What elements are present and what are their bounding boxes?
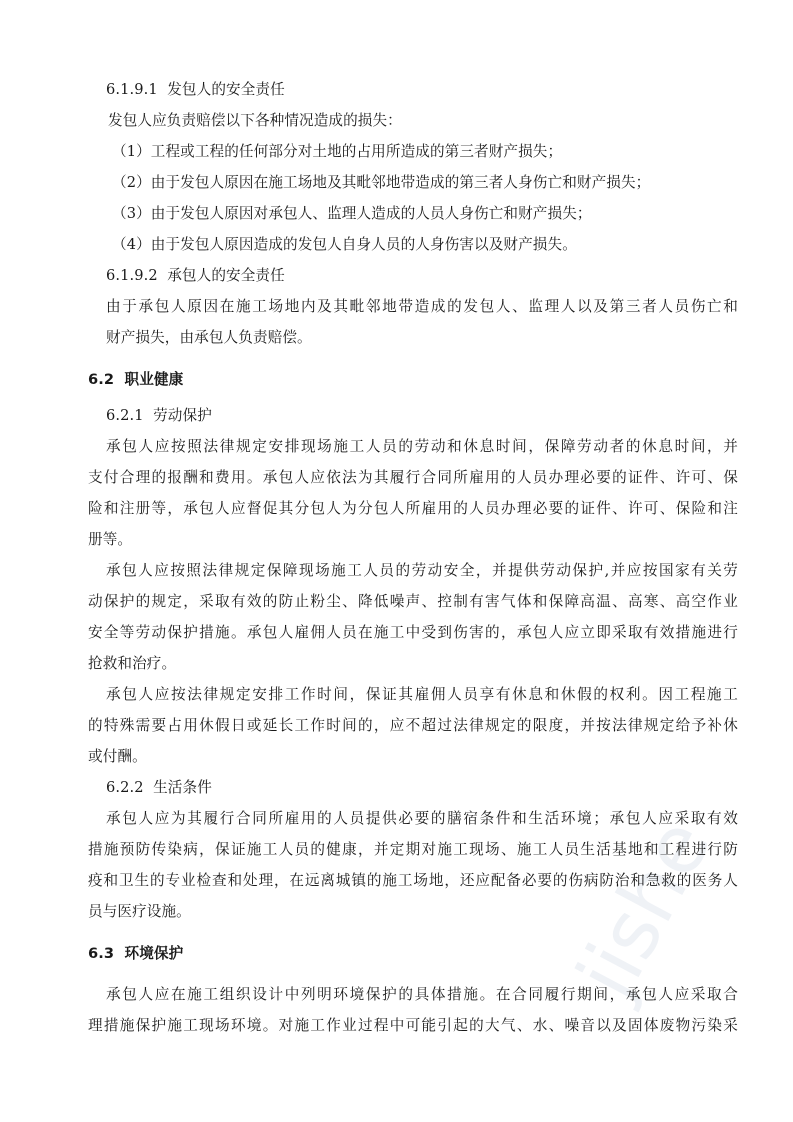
paragraph-line: 抢救和治疗。 [88,655,177,672]
subsection-title-6-2-2: 6.2.2 生活条件 [106,779,212,796]
list-item: （4）由于发包人原因造成的发包人自身人员的人身伤害以及财产损失。 [112,236,577,253]
paragraph-line: 承包人应按照法律规定安排现场施工人员的劳动和休息时间，保障劳动者的休息时间，并 [106,438,738,455]
paragraph-line: 承包人应按照法律规定保障现场施工人员的劳动安全，并提供劳动保护,并应按国家有关劳 [106,562,738,579]
paragraph-line: 支付合理的报酬和费用。承包人应依法为其履行合同所雇用的人员办理必要的证件、许可、保 [88,469,738,486]
paragraph-line: 安全等劳动保护措施。承包人雇佣人员在施工中受到伤害的，承包人应立即采取有效措施进行 [88,624,738,641]
watermark: jishe [559,804,729,1013]
section-title-6-3: 6.3 环境保护 [88,945,184,962]
paragraph-line: 员与医疗设施。 [88,903,191,920]
list-item: （2）由于发包人原因在施工场地及其毗邻地带造成的第三者人身伤亡和财产损失； [112,174,651,191]
subsection-title-6-2-1: 6.2.1 劳动保护 [106,407,212,424]
paragraph-line: 动保护的规定，采取有效的防止粉尘、降低噪声、控制有害气体和保障高温、高寒、高空作业 [88,593,738,610]
paragraph-line: 理措施保护施工现场环境。对施工作业过程中可能引起的大气、水、噪音以及固体废物污染采 [88,1017,738,1034]
section-title-6-2: 6.2 职业健康 [88,371,184,388]
list-item: （3）由于发包人原因对承包人、监理人造成的人员人身伤亡和财产损失； [112,205,592,222]
paragraph-line: 的特殊需要占用休假日或延长工作时间的，应不超过法律规定的限度，并按法律规定给予补休 [88,717,738,734]
subsection-title-6-1-9-2: 6.1.9.2 承包人的安全责任 [106,267,285,284]
paragraph-line: 承包人应为其履行合同所雇用的人员提供必要的膳宿条件和生活环境；承包人应采取有效 [106,810,738,827]
paragraph-line: 由于承包人原因在施工场地内及其毗邻地带造成的发包人、监理人以及第三者人员伤亡和 [106,298,738,315]
paragraph-line: 措施预防传染病，保证施工人员的健康，并定期对施工现场、施工人员生活基地和工程进行防 [88,841,738,858]
list-item: （1）工程或工程的任何部分对土地的占用所造成的第三者财产损失； [112,143,563,160]
paragraph-line: 承包人应按法律规定安排工作时间，保证其雇佣人员享有休息和休假的权利。因工程施工 [106,686,738,703]
paragraph-line: 册等。 [88,531,133,548]
subsection-title-6-1-9-1: 6.1.9.1 发包人的安全责任 [106,81,285,98]
paragraph-line: 险和注册等，承包人应督促其分包人为分包人所雇用的人员办理必要的证件、许可、保险和注 [88,500,738,517]
paragraph-line: 疫和卫生的专业检查和处理，在远离城镇的施工场地，还应配备必要的伤病防治和急救的医务人 [88,872,738,889]
paragraph-line: 发包人应负责赔偿以下各种情况造成的损失： [108,112,402,129]
paragraph-line: 或付酬。 [88,748,147,765]
paragraph-line: 承包人应在施工组织设计中列明环境保护的具体措施。在合同履行期间，承包人应采取合 [106,986,738,1003]
paragraph-line: 财产损失，由承包人负责赔偿。 [106,329,312,346]
